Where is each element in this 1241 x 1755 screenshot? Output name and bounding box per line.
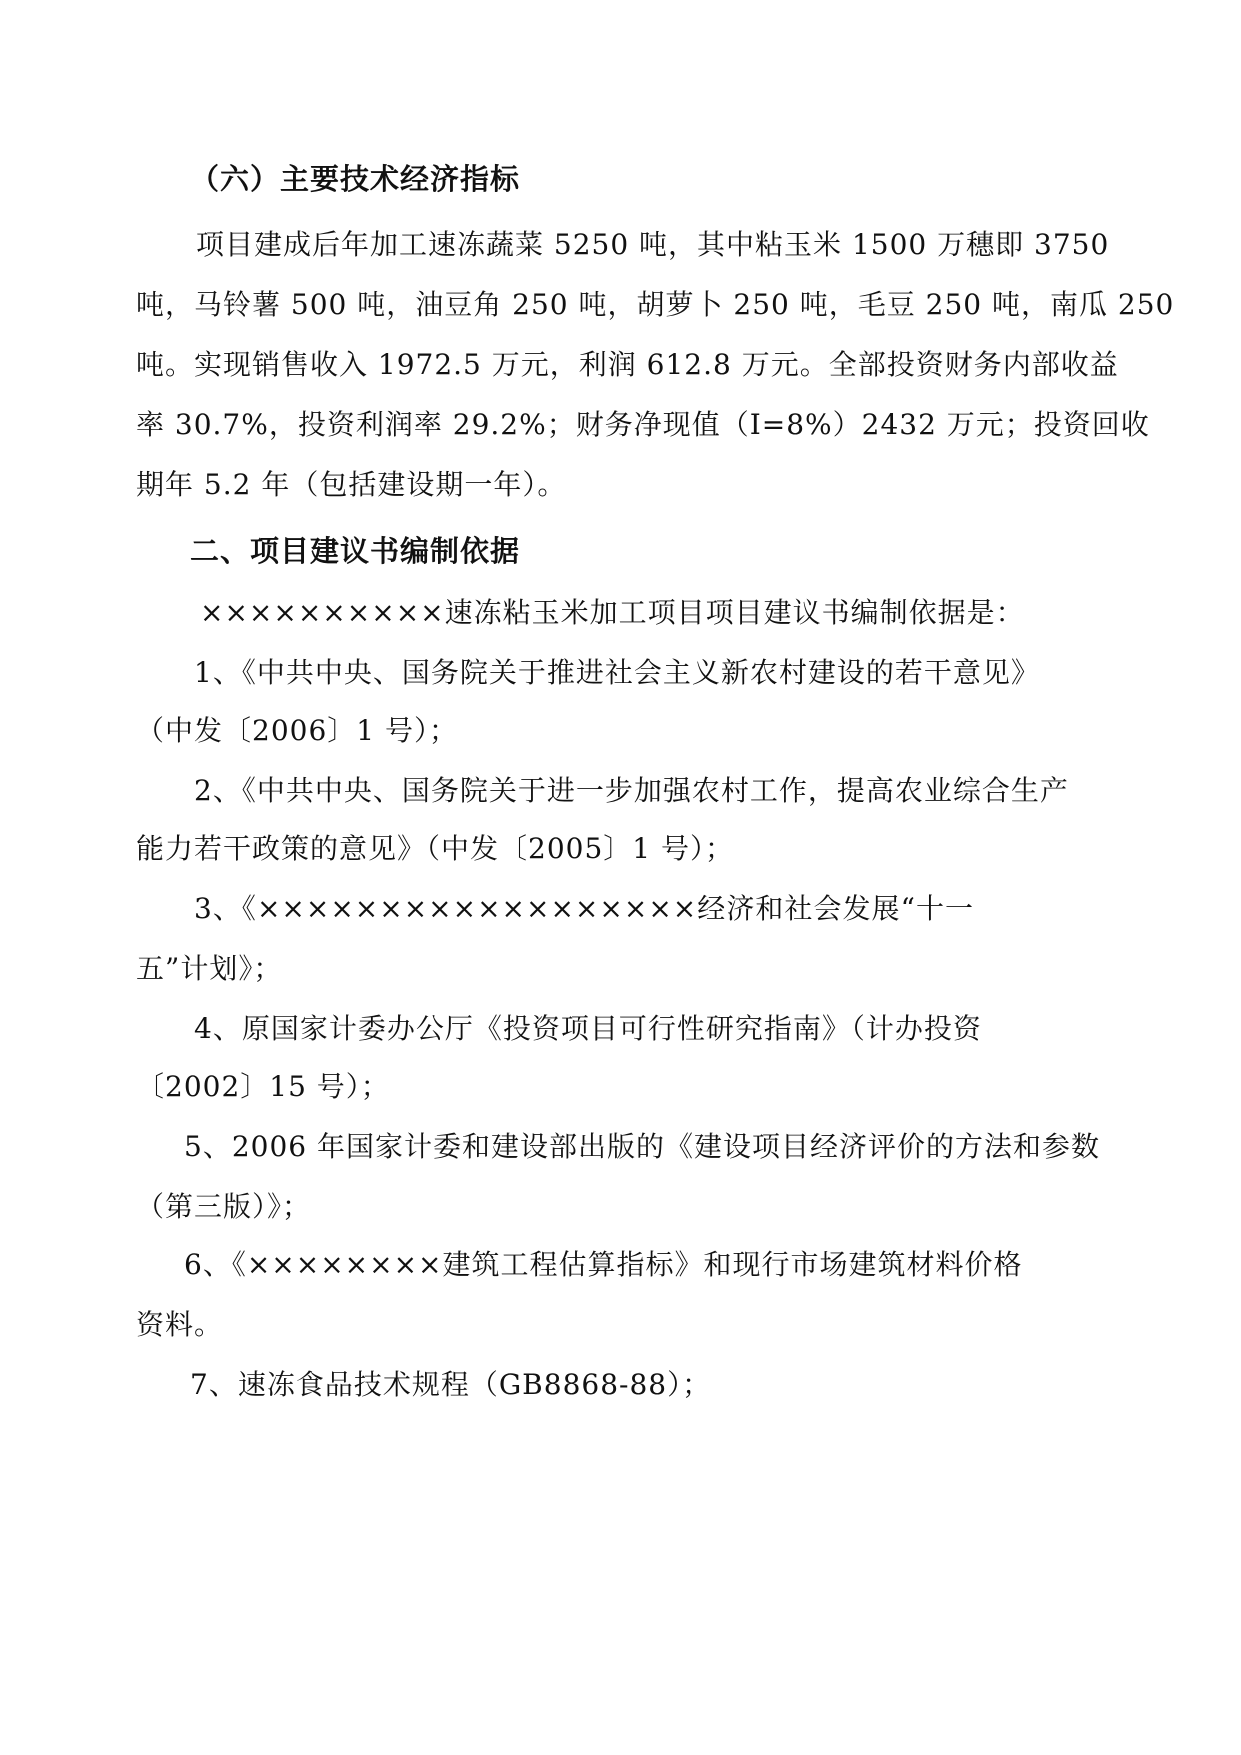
paragraph-line-3: 吨。实现销售收入 1972.5 万元，利润 612.8 万元。全部投资财务内部收益 [136, 348, 1119, 381]
basis-item-1-line-2: （中发〔2006〕1 号）； [136, 714, 458, 747]
basis-item-4-line-1: 4、原国家计委办公厅《投资项目可行性研究指南》（计办投资 [194, 1012, 982, 1045]
basis-item-3-line-2: 五”计划》； [136, 952, 283, 985]
basis-item-4-line-2: 〔2002〕15 号）； [136, 1070, 390, 1103]
basis-item-6-line-2: 资料。 [136, 1308, 224, 1341]
basis-item-2-line-1: 2、《中共中央、国务院关于进一步加强农村工作，提高农业综合生产 [194, 774, 1069, 807]
basis-item-5-line-1: 5、2006 年国家计委和建设部出版的《建设项目经济评价的方法和参数 [184, 1130, 1100, 1163]
basis-intro: ××××××××××速冻粘玉米加工项目项目建议书编制依据是： [200, 596, 1025, 629]
section-heading-basis: 二、项目建议书编制依据 [190, 534, 521, 568]
basis-item-7: 7、速冻食品技术规程（GB8868-88）； [190, 1368, 712, 1401]
basis-item-3-line-1: 3、《××××××××××××××××××经济和社会发展“十一 [194, 892, 974, 925]
section-heading-main-indicators: （六）主要技术经济指标 [190, 162, 521, 196]
basis-item-6-line-1: 6、《××××××××建筑工程估算指标》和现行市场建筑材料价格 [184, 1248, 1023, 1281]
paragraph-line-4: 率 30.7%，投资利润率 29.2%；财务净现值（I=8%）2432 万元；投资回收 [136, 408, 1150, 441]
basis-item-5-line-2: （第三版）》； [136, 1190, 312, 1223]
paragraph-line-1: 项目建成后年加工速冻蔬菜 5250 吨，其中粘玉米 1500 万穗即 3750 [196, 228, 1110, 261]
paragraph-line-2: 吨，马铃薯 500 吨，油豆角 250 吨，胡萝卜 250 吨，毛豆 250 吨，南瓜 250 [136, 288, 1175, 321]
paragraph-line-5: 期年 5.2 年（包括建设期一年）。 [136, 468, 567, 501]
basis-item-1-line-1: 1、《中共中央、国务院关于推进社会主义新农村建设的若干意见》 [194, 656, 1040, 689]
basis-item-2-line-2: 能力若干政策的意见》（中发〔2005〕1 号）； [136, 832, 734, 865]
